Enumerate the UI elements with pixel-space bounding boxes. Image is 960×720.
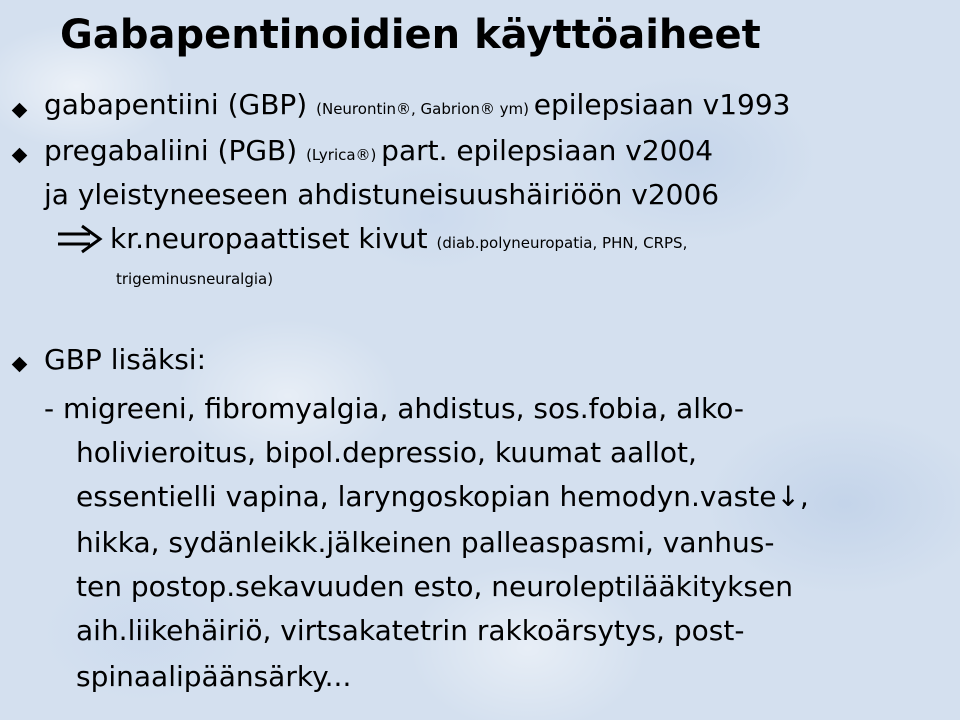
list-line: hikka, sydänleikk.jälkeinen palleaspasmi, vanhus- (76, 526, 775, 559)
list-line: spinaalipäänsärky... (76, 660, 352, 693)
diamond-bullet-icon (12, 103, 28, 119)
bullet-gabapentin (44, 88, 791, 121)
bullet-gbp-head: GBP lisäksi: (44, 343, 207, 376)
list-line: ten postop.sekavuuden esto, neuroleptilääkityksen (76, 570, 793, 603)
down-arrow-icon: ↓ (776, 480, 800, 513)
bullet-pregabalin-main: pregabaliini (PGB) (44, 134, 307, 167)
slide-title: Gabapentinoidien käyttöaiheet (60, 12, 761, 58)
bullet-pregabalin-line2: ja yleistyneeseen ahdistuneisuushäiriöön v2006 (44, 178, 720, 211)
list-line-text: essentielli vapina, laryngoskopian hemodyn.vaste (76, 480, 777, 513)
sub-neuropathic (110, 222, 687, 255)
bullet-pregabalin (44, 134, 713, 167)
diamond-bullet-icon (12, 148, 28, 164)
bullet-gabapentin-note: (Neurontin®, Gabrion® ym) (316, 100, 534, 118)
list-line: holivieroitus, bipol.depressio, kuumat aallot, (76, 436, 697, 469)
bullet-gabapentin-main: gabapentiini (GBP) (44, 88, 317, 121)
diamond-bullet-icon (12, 357, 28, 373)
double-arrow-icon (56, 224, 104, 254)
bullet-pregabalin-note: (Lyrica®) (306, 146, 382, 164)
bullet-pregabalin-tail: part. epilepsiaan v2004 (381, 134, 714, 167)
sub-neuropathic-main: kr.neuropaattiset kivut (110, 222, 437, 255)
sub-neuropathic-note2: trigeminusneuralgia) (116, 270, 274, 288)
sub-neuropathic-note: (diab.polyneuropatia, PHN, CRPS, (436, 234, 688, 252)
bullet-gabapentin-tail: epilepsiaan v1993 (533, 88, 791, 121)
list-line: aih.liikehäiriö, virtsakatetrin rakkoärsytys, post- (76, 614, 745, 647)
list-line (76, 480, 809, 513)
list-line-comma: , (799, 480, 809, 513)
list-line: - migreeni, fibromyalgia, ahdistus, sos.fobia, alko- (44, 392, 745, 425)
